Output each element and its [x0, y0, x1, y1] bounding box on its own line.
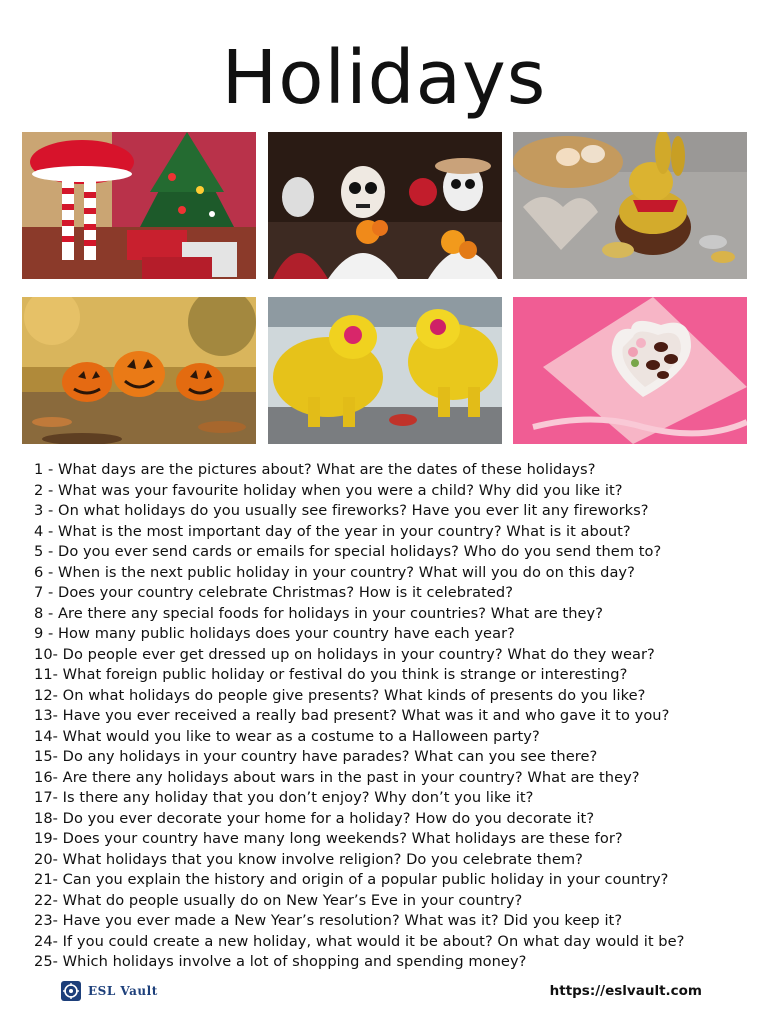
question-item: 15- Do any holidays in your country have parades? What can you see there?: [34, 748, 598, 765]
site-url-link[interactable]: https://eslvault.com: [549, 983, 702, 999]
question-item: 8 - Are there any special foods for holidays in your countries? What are they?: [34, 604, 604, 622]
esl-vault-logo[interactable]: [60, 980, 158, 1002]
footer: [0, 978, 768, 1008]
question-item: 20- What holidays that you know involve religion? Do you celebrate them?: [34, 850, 583, 868]
valentines-chocolates-photo: [513, 297, 747, 444]
question-item: 1 - What days are the pictures about? What are the dates of these holidays?: [34, 461, 596, 478]
question-item: 21- Can you explain the history and origin of a popular public holiday in your country?: [34, 871, 669, 888]
question-list: [34, 460, 754, 973]
esl-vault-logo-icon: [60, 980, 82, 1002]
question-item: 14- What would you like to wear as a costume to a Halloween party?: [34, 727, 540, 745]
question-item: 18- Do you ever decorate your home for a holiday? How do you decorate it?: [34, 809, 595, 827]
question-item: 11- What foreign public holiday or festival do you think is strange or interesting?: [34, 666, 628, 683]
question-item: 10- Do people ever get dressed up on holidays in your country? What do they wear?: [34, 645, 655, 663]
question-item: 19- Does your country have many long weekends? What holidays are these for?: [34, 830, 623, 847]
page-title: Holidays: [221, 35, 547, 121]
question-item: 2 - What was your favourite holiday when you were a child? Why did you like it?: [34, 481, 623, 499]
question-item: 3 - On what holidays do you usually see fireworks? Have you ever lit any fireworks?: [34, 502, 649, 519]
logo-text: ESL Vault: [88, 984, 158, 998]
easter-bunny-photo: [513, 132, 747, 279]
question-item: 17- Is there any holiday that you don’t enjoy? Why don’t you like it?: [34, 789, 534, 806]
question-item: 25- Which holidays involve a lot of shopping and spending money?: [34, 953, 527, 970]
question-item: 24- If you could create a new holiday, what would it be about? On what day would it be?: [34, 932, 685, 950]
question-item: 23- Have you ever made a New Year’s resolution? What was it? Did you keep it?: [34, 912, 623, 929]
day-of-the-dead-photo: [268, 132, 502, 279]
halloween-pumpkins-photo: [22, 297, 256, 444]
question-item: 13- Have you ever received a really bad present? What was it and who gave it to you?: [34, 707, 670, 724]
christmas-photo: [22, 132, 256, 279]
question-item: 5 - Do you ever send cards or emails for special holidays? Who do you send them to?: [34, 543, 662, 560]
question-item: 6 - When is the next public holiday in your country? What will you do on this day?: [34, 563, 635, 581]
question-item: 22- What do people usually do on New Year’s Eve in your country?: [34, 891, 523, 909]
question-item: 4 - What is the most important day of the year in your country? What is it about?: [34, 522, 631, 540]
question-item: 12- On what holidays do people give presents? What kinds of presents do you like?: [34, 686, 646, 704]
chinese-lion-dance-photo: [268, 297, 502, 444]
question-item: 9 - How many public holidays does your country have each year?: [34, 625, 515, 642]
photo-grid: [22, 132, 747, 444]
question-item: 16- Are there any holidays about wars in the past in your country? What are they?: [34, 768, 640, 786]
question-item: 7 - Does your country celebrate Christmas? How is it celebrated?: [34, 584, 514, 601]
